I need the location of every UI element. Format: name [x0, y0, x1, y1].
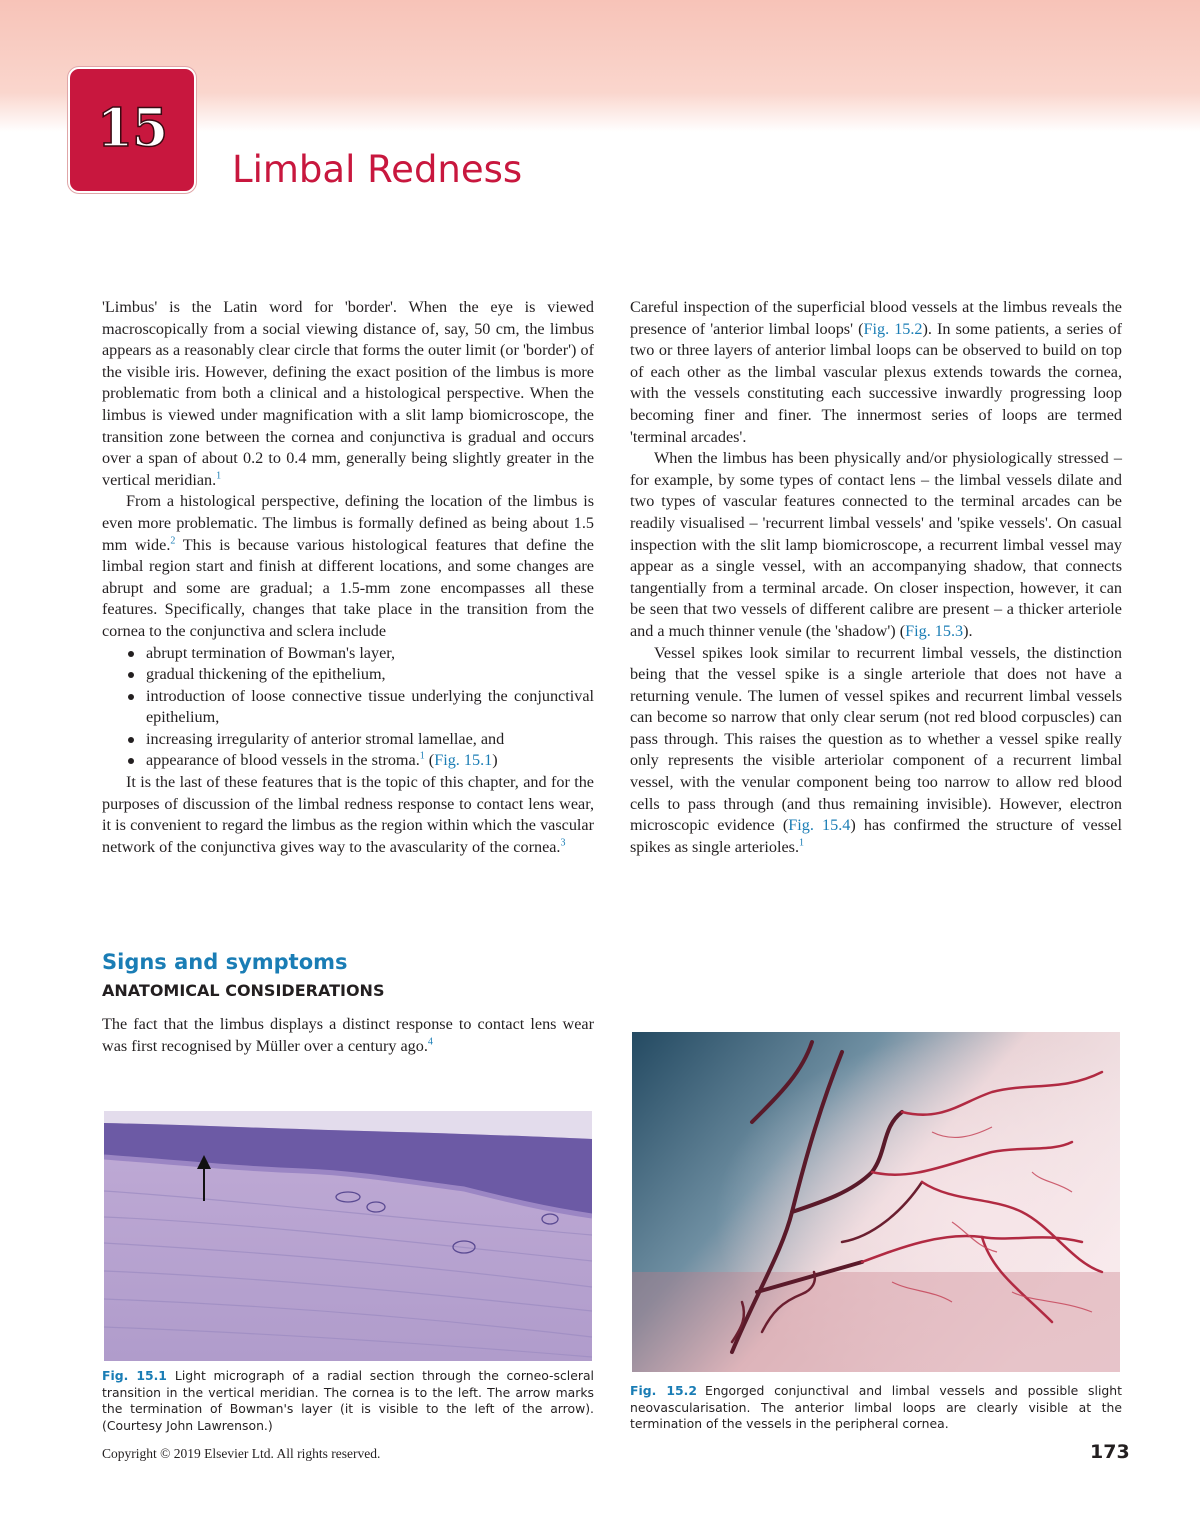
chapter-title: Limbal Redness [232, 148, 523, 191]
subsection-heading: ANATOMICAL CONSIDERATIONS [102, 981, 385, 1000]
figure-caption: Fig. 15.1 Light micrograph of a radial section through the corneo-scleral transition in the vertical meridian. The cornea is to the left. The arrow marks the termination of Bowman's layer (it is visible to the left of the arrow). (Courtesy John Lawrenson.) [102, 1368, 594, 1433]
figure-link[interactable]: Fig. 15.1 [434, 751, 493, 770]
paragraph: It is the last of these features that is the topic of this chapter, and for the purposes of discussion of the limbal redness response to contact lens wear, it is convenient to regard the limbus as the region within which the vascular network of the conjunctiva gives way to the avascularity of the cornea.$^3$ [102, 773, 594, 856]
citation[interactable]: 3 [560, 837, 566, 849]
citation[interactable]: 1 [799, 837, 805, 849]
figure-link[interactable]: Fig. 15.4 [788, 816, 851, 835]
list-item: increasing irregularity of anterior stromal lamellae, and [102, 729, 594, 751]
paragraph: When the limbus has been physically and/or physiologically stressed – for example, by some types of contact lens – the limbal vessels dilate and two types of vascular features connected to the terminal arcades can be readily visualised – 'recurrent limbal vessels' and 'spike vessels'. On casual inspection with the slit lamp biomicroscope, a recurrent limbal vessel may appear as a single vessel, with an accompanying shadow, that connects tangentially from a terminal arcade. On closer inspection, however, it can be seen that two vessels of different calibre are present – a thicker arteriole and a much thinner venule (the 'shadow') (Fig. 15.3). [630, 449, 1122, 640]
citation[interactable]: 2 [170, 535, 176, 547]
paragraph: 'Limbus' is the Latin word for 'border'. When the eye is viewed macroscopically from a social viewing distance of, say, 50 cm, the limbus appears as a reasonably clear circle that forms the outer limit (or 'border') of the visible iris. However, defining the exact position of the limbus is more problematic from both a clinical and a histological perspective. When the limbus is viewed under magnification with a slit lamp biomicroscope, the transition zone between the cornea and conjunctiva is gradual and occurs over a span of about 0.2 to 0.4 mm, generally being slightly greater in the vertical meridian.$^1$ [102, 298, 594, 489]
figure-link[interactable]: Fig. 15.3 [905, 621, 964, 640]
page-number: 173 [1090, 1441, 1130, 1463]
figure-photograph [632, 1032, 1120, 1372]
figure-label: Fig. 15.2 [630, 1383, 697, 1398]
limbal-vessels-photo [632, 1032, 1120, 1372]
paragraph: Vessel spikes look similar to recurrent limbal vessels, the distinction being that the vessel spike is a single arteriole that does not have a returning venule. The lumen of vessel spikes and recurrent limbal vessels can become so narrow that only clear serum (not red blood corpuscles) can pass through. This raises the question as to whether a vessel spike really only represents the visible arteriolar component of a recurrent limbal vessel, with the venular component being too narrow to allow red blood cells to pass through (and thus remaining invisible). However, electron microscopic evidence (Fig. 15.4) has confirmed the structure of vessel spikes as single arterioles.$^1$ [630, 643, 1122, 856]
bullet-list [102, 643, 594, 773]
section-heading: Signs and symptoms [102, 950, 348, 974]
list-item: appearance of blood vessels in the stroma.$^1$ (Fig. 15.1) [102, 750, 594, 772]
list-item: gradual thickening of the epithelium, [102, 664, 594, 686]
paragraph: Careful inspection of the superficial blood vessels at the limbus reveals the presence of 'anterior limbal loops' (Fig. 15.2). In some patients, a series of two or three layers of anterior limbal loops can be observed to build on top of each other as the limbal vascular plexus extends towards the cornea, with the vessels constituting each successive inwardly progressing loop becoming finer and finer. The innermost series of loops are termed 'terminal arcades'. [630, 298, 1122, 446]
micrograph-image [104, 1111, 592, 1361]
chapter-number-box [68, 67, 196, 193]
figure-link[interactable]: Fig. 15.2 [863, 319, 923, 338]
left-column [102, 297, 594, 858]
citation[interactable]: 1 [216, 470, 222, 482]
left-column-continued [102, 1014, 594, 1057]
list-item: abrupt termination of Bowman's layer, [102, 643, 594, 665]
paragraph: From a histological perspective, defining the location of the limbus is even more problematic. The limbus is formally defined as being about 1.5 mm wide.$^2$ This is because various histological features that define the limbal region start and finish at different locations, and some changes are abrupt and some are gradual; a 1.5-mm zone encompasses all these features. Specifically, changes that take place in the transition from the cornea to the conjunctiva and sclera include [102, 492, 594, 640]
right-column [630, 297, 1122, 858]
paragraph: The fact that the limbus displays a distinct response to contact lens wear was first recognised by Müller over a century ago.$^4$ [102, 1015, 594, 1055]
copyright-notice: Copyright © 2019 Elsevier Ltd. All rights reserved. [102, 1446, 381, 1461]
list-item: introduction of loose connective tissue underlying the conjunctival epithelium, [102, 686, 594, 729]
figure-caption: Fig. 15.2 Engorged conjunctival and limbal vessels and possible slight neovascularisation. The anterior limbal loops are clearly visible at the termination of the vessels in the peripheral cornea. [630, 1383, 1122, 1431]
citation[interactable]: 4 [427, 1036, 433, 1048]
chapter-number: 15 [96, 97, 168, 159]
citation[interactable]: 1 [419, 751, 425, 763]
figure-micrograph [104, 1111, 592, 1361]
figure-label: Fig. 15.1 [102, 1368, 167, 1383]
